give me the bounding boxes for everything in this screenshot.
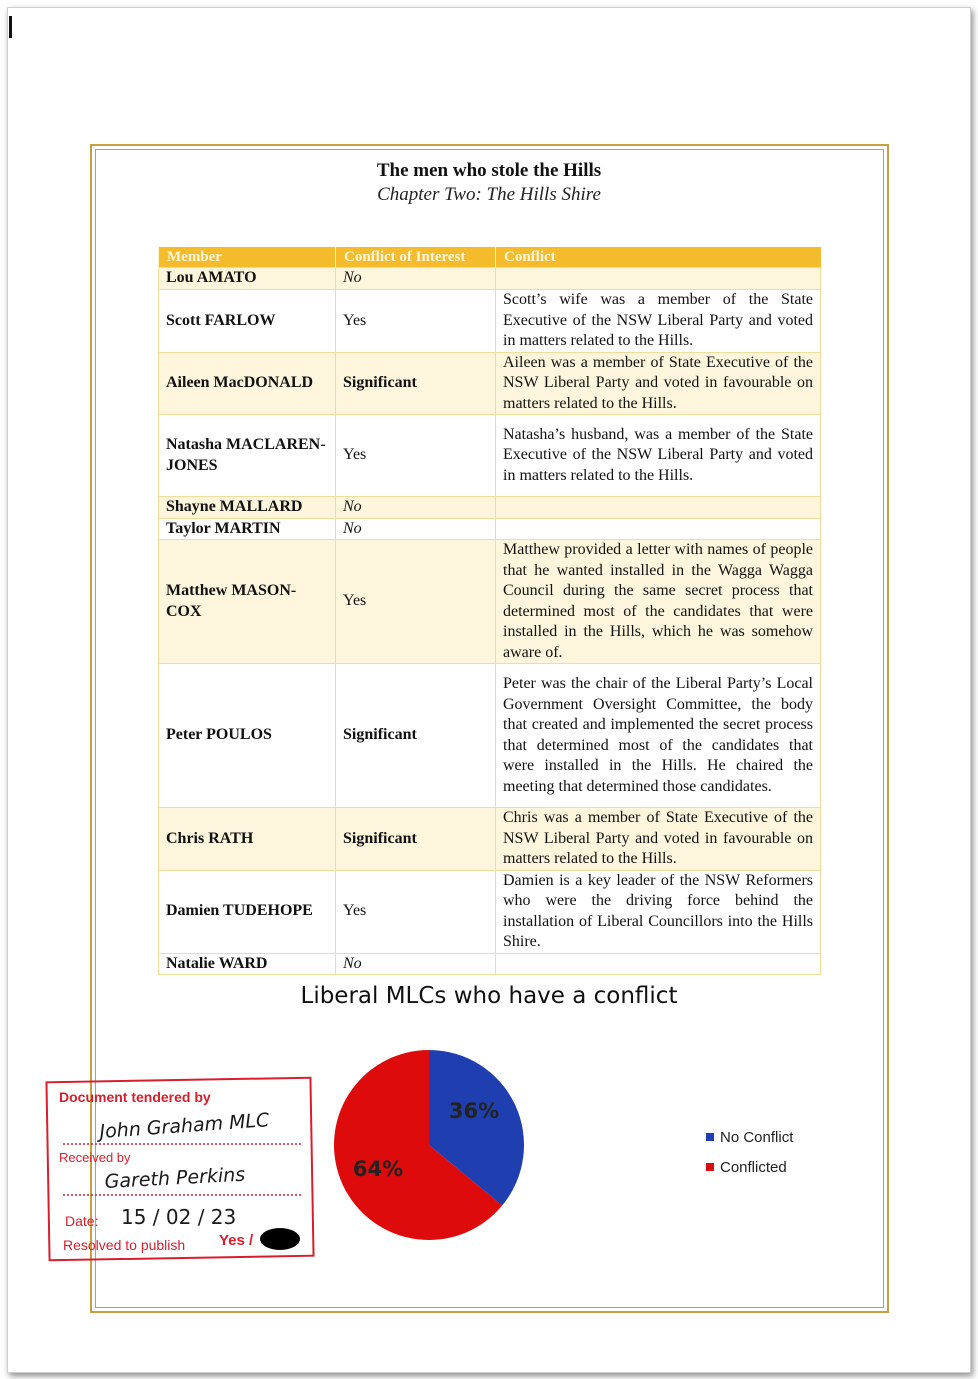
stamp-date-value: 15 / 02 / 23 [121, 1205, 237, 1229]
table-row [159, 953, 821, 975]
header-conflict: Conflict [496, 247, 821, 268]
tabled-document-stamp [45, 1074, 317, 1262]
stamp-tendered-signature: John Graham MLC [98, 1109, 270, 1143]
conflict-level-cell: No [336, 953, 496, 975]
conflict-level-cell: Significant [336, 808, 496, 871]
table-row [159, 540, 821, 664]
legend-label: Conflicted [720, 1158, 787, 1176]
conflict-level-cell: No [336, 518, 496, 540]
conflict-text-cell [496, 497, 821, 519]
legend-label: No Conflict [720, 1128, 794, 1146]
stamp-date-label: Date: [65, 1213, 99, 1229]
table-body [159, 268, 821, 975]
pie-chart [324, 1040, 534, 1250]
conflict-text-cell: Peter was the chair of the Liberal Party’s Local Government Oversight Committee, the body that created and implemented the secret process that determined most of the candidates that were installed in the Hills. He chaired the meeting that determined those candidates. [496, 664, 821, 808]
conflict-level-cell: Yes [336, 870, 496, 953]
member-cell: Matthew MASON-COX [159, 540, 336, 664]
table-row [159, 808, 821, 871]
table-row [159, 497, 821, 519]
conflict-text-cell [496, 268, 821, 290]
table-row [159, 352, 821, 415]
conflict-text-cell: Natasha’s husband, was a member of the State Executive of the NSW Liberal Party and voted in matters related to the Hills. [496, 415, 821, 497]
member-cell: Peter POULOS [159, 664, 336, 808]
conflict-level-cell: Yes [336, 415, 496, 497]
conflict-level-cell: Yes [336, 290, 496, 353]
conflict-text-cell: Aileen was a member of State Executive of the NSW Liberal Party and voted in favourable on matters related to the Hills. [496, 352, 821, 415]
chart-title: Liberal MLCs who have a conflict [300, 983, 678, 1009]
conflict-text-cell: Matthew provided a letter with names of people that he wanted installed in the Wagga Wagga Council during the same secret process that determined most of the candidates that were installed in the Hills, which he was somehow aware of. [496, 540, 821, 664]
legend-item [706, 1152, 793, 1182]
member-cell: Taylor MARTIN [159, 518, 336, 540]
conflict-level-cell: No [336, 497, 496, 519]
pie-label: 36% [448, 1099, 500, 1123]
legend-item [706, 1122, 793, 1152]
conflict-level-cell: No [336, 268, 496, 290]
document-title: The men who stole the Hills [376, 160, 602, 181]
conflict-level-cell: Significant [336, 352, 496, 415]
member-cell: Scott FARLOW [159, 290, 336, 353]
stamp-received-label: Received by [59, 1150, 131, 1165]
table-row [159, 870, 821, 953]
header-member: Member [159, 247, 336, 268]
table-row [159, 415, 821, 497]
conflict-text-cell [496, 518, 821, 540]
stamp-received-signature: Gareth Perkins [104, 1163, 246, 1193]
table-header-row [159, 247, 821, 268]
pie-label: 64% [352, 1157, 404, 1181]
stamp-resolved-value: Yes / [219, 1232, 254, 1249]
member-cell: Lou AMATO [159, 268, 336, 290]
conflict-table [158, 247, 821, 975]
member-cell: Aileen MacDONALD [159, 352, 336, 415]
table-row [159, 268, 821, 290]
chart-legend [706, 1122, 793, 1182]
conflict-text-cell [496, 953, 821, 975]
stamp-resolved-label: Resolved to publish [63, 1237, 186, 1253]
member-cell: Shayne MALLARD [159, 497, 336, 519]
member-cell: Natalie WARD [159, 953, 336, 975]
header-conflict-of-interest: Conflict of Interest [336, 247, 496, 268]
table-row [159, 664, 821, 808]
scan-mark [9, 16, 12, 38]
stamp-tendered-label: Document tendered by [59, 1089, 211, 1105]
legend-swatch [706, 1133, 714, 1141]
conflict-text-cell: Chris was a member of State Executive of the NSW Liberal Party and voted in favourable on matters related to the Hills. [496, 808, 821, 871]
member-cell: Damien TUDEHOPE [159, 870, 336, 953]
document-subtitle: Chapter Two: The Hills Shire [377, 184, 601, 205]
table-row [159, 290, 821, 353]
redaction-mark [260, 1228, 300, 1250]
member-cell: Natasha MACLAREN-JONES [159, 415, 336, 497]
conflict-level-cell: Significant [336, 664, 496, 808]
conflict-level-cell: Yes [336, 540, 496, 664]
legend-swatch [706, 1163, 714, 1171]
table-row [159, 518, 821, 540]
conflict-text-cell: Scott’s wife was a member of the State Executive of the NSW Liberal Party and voted in matters related to the Hills. [496, 290, 821, 353]
member-cell: Chris RATH [159, 808, 336, 871]
conflict-text-cell: Damien is a key leader of the NSW Reformers who were the driving force behind the installation of Liberal Councillors into the Hills Shire. [496, 870, 821, 953]
